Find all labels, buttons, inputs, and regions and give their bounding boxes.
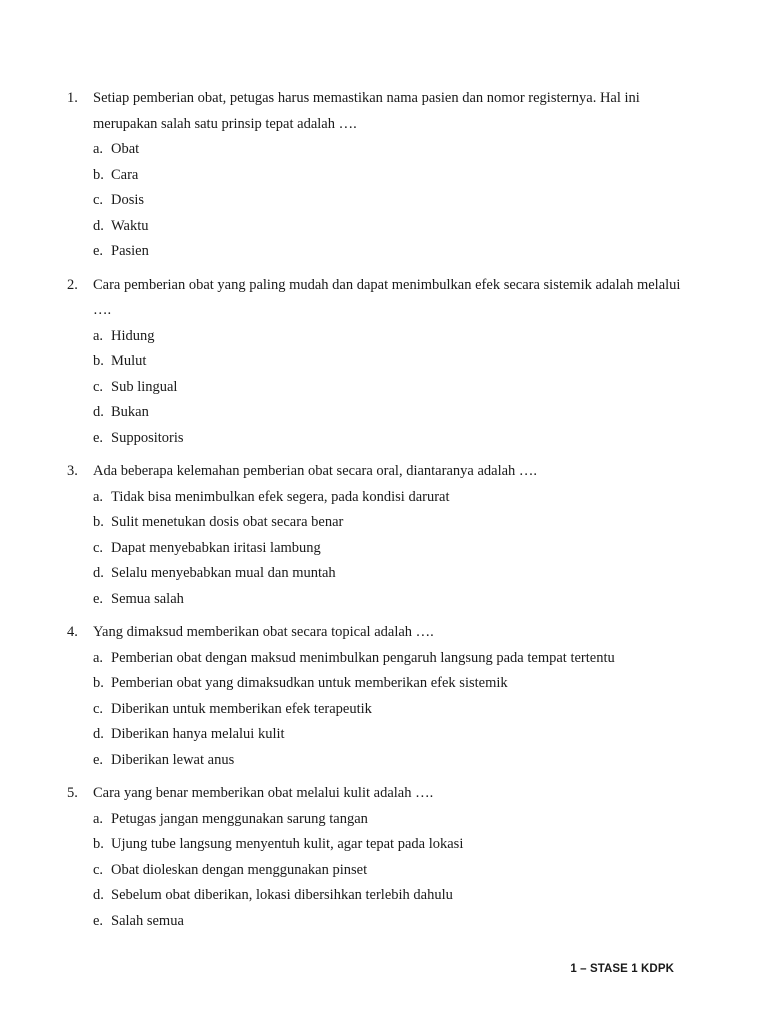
option-letter: d. xyxy=(93,726,104,742)
option-text: Sub lingual xyxy=(111,378,178,395)
question-number: 4. xyxy=(67,624,78,640)
option-text: Ujung tube langsung menyentuh kulit, agar tepat pada lokasi xyxy=(111,836,464,852)
option-item xyxy=(93,587,697,613)
option-text: Bukan xyxy=(111,404,149,420)
question-4 xyxy=(67,620,697,773)
question-text: Ada beberapa kelemahan pemberian obat secara oral, diantaranya adalah …. xyxy=(93,463,538,479)
option-item xyxy=(93,349,697,375)
option-letter: e. xyxy=(93,590,104,607)
option-text: Diberikan hanya melalui kulit xyxy=(111,726,285,742)
option-list xyxy=(93,137,697,265)
option-text: Petugas jangan menggunakan sarung tangan xyxy=(111,810,368,827)
option-letter: a. xyxy=(93,488,104,505)
option-letter: b. xyxy=(93,166,104,183)
question-number: 3. xyxy=(67,463,78,479)
option-text: Obat dioleskan dengan menggunakan pinset xyxy=(111,861,368,878)
option-item xyxy=(93,671,697,697)
option-item xyxy=(93,426,697,452)
option-letter: b. xyxy=(93,675,104,691)
question-text: Cara yang benar memberikan obat melalui kulit adalah …. xyxy=(93,785,434,801)
option-letter: b. xyxy=(93,353,104,369)
option-text: Waktu xyxy=(111,217,149,234)
option-text: Diberikan untuk memberikan efek terapeutik xyxy=(111,700,372,717)
option-text: Pemberian obat yang dimaksudkan untuk memberikan efek sistemik xyxy=(111,675,508,691)
page-footer: 1 – STASE 1 KDPK xyxy=(570,963,674,975)
option-list xyxy=(93,646,697,774)
option-letter: c. xyxy=(93,700,104,717)
option-item xyxy=(93,883,697,909)
option-item xyxy=(93,807,697,833)
option-text: Diberikan lewat anus xyxy=(111,751,235,768)
option-item xyxy=(93,485,697,511)
option-letter: b. xyxy=(93,514,104,530)
option-item xyxy=(93,400,697,426)
option-item xyxy=(93,832,697,858)
option-text: Tidak bisa menimbulkan efek segera, pada kondisi darurat xyxy=(111,488,450,505)
option-item xyxy=(93,748,697,774)
option-letter: e. xyxy=(93,751,104,768)
option-letter: e. xyxy=(93,429,104,446)
option-item xyxy=(93,239,697,265)
option-text: Hidung xyxy=(111,327,155,344)
option-text: Semua salah xyxy=(111,590,184,607)
option-letter: e. xyxy=(93,912,104,929)
option-letter: c. xyxy=(93,192,104,208)
question-3 xyxy=(67,459,697,612)
option-item xyxy=(93,561,697,587)
option-text: Sulit menetukan dosis obat secara benar xyxy=(111,514,344,530)
option-letter: d. xyxy=(93,565,104,581)
option-list xyxy=(93,485,697,613)
option-item xyxy=(93,137,697,163)
option-item xyxy=(93,858,697,884)
option-text: Pasien xyxy=(111,243,149,259)
option-letter: d. xyxy=(93,404,104,420)
option-letter: d. xyxy=(93,887,104,903)
question-list xyxy=(67,86,697,942)
option-item xyxy=(93,214,697,240)
option-text: Cara xyxy=(111,166,139,183)
option-letter: d. xyxy=(93,217,104,234)
option-text: Suppositoris xyxy=(111,429,184,446)
option-letter: c. xyxy=(93,378,104,395)
question-2 xyxy=(67,273,697,452)
option-letter: c. xyxy=(93,539,104,556)
option-letter: a. xyxy=(93,810,104,827)
option-letter: a. xyxy=(93,649,104,666)
option-item xyxy=(93,375,697,401)
question-text: Yang dimaksud memberikan obat secara topical adalah …. xyxy=(93,624,434,640)
option-item xyxy=(93,536,697,562)
option-list xyxy=(93,324,697,452)
question-number: 2. xyxy=(67,276,78,293)
option-text: Pemberian obat dengan maksud menimbulkan pengaruh langsung pada tempat tertentu xyxy=(111,649,615,666)
question-number: 5. xyxy=(67,785,78,801)
question-text: Cara pemberian obat yang paling mudah dan dapat menimbulkan efek secara sistemik adalah melalui …. xyxy=(93,276,681,318)
option-letter: c. xyxy=(93,861,104,878)
option-list xyxy=(93,807,697,935)
option-item xyxy=(93,646,697,672)
option-item xyxy=(93,510,697,536)
option-text: Mulut xyxy=(111,353,147,369)
option-text: Dosis xyxy=(111,192,145,208)
option-letter: a. xyxy=(93,327,104,344)
question-5 xyxy=(67,781,697,934)
option-item xyxy=(93,163,697,189)
option-text: Dapat menyebabkan iritasi lambung xyxy=(111,539,321,556)
option-letter: e. xyxy=(93,243,104,259)
question-text: Setiap pemberian obat, petugas harus memastikan nama pasien dan nomor registernya. Hal ini merupakan salah satu prinsip tepat adalah …. xyxy=(93,90,640,132)
option-item xyxy=(93,909,697,935)
option-item xyxy=(93,697,697,723)
option-letter: a. xyxy=(93,141,104,157)
option-text: Obat xyxy=(111,141,140,157)
option-item xyxy=(93,324,697,350)
option-item xyxy=(93,188,697,214)
question-number: 1. xyxy=(67,90,78,106)
option-letter: b. xyxy=(93,836,104,852)
question-1 xyxy=(67,86,697,265)
option-text: Selalu menyebabkan mual dan muntah xyxy=(111,565,336,581)
option-item xyxy=(93,722,697,748)
option-text: Salah semua xyxy=(111,912,184,929)
option-text: Sebelum obat diberikan, lokasi dibersihkan terlebih dahulu xyxy=(111,887,453,903)
